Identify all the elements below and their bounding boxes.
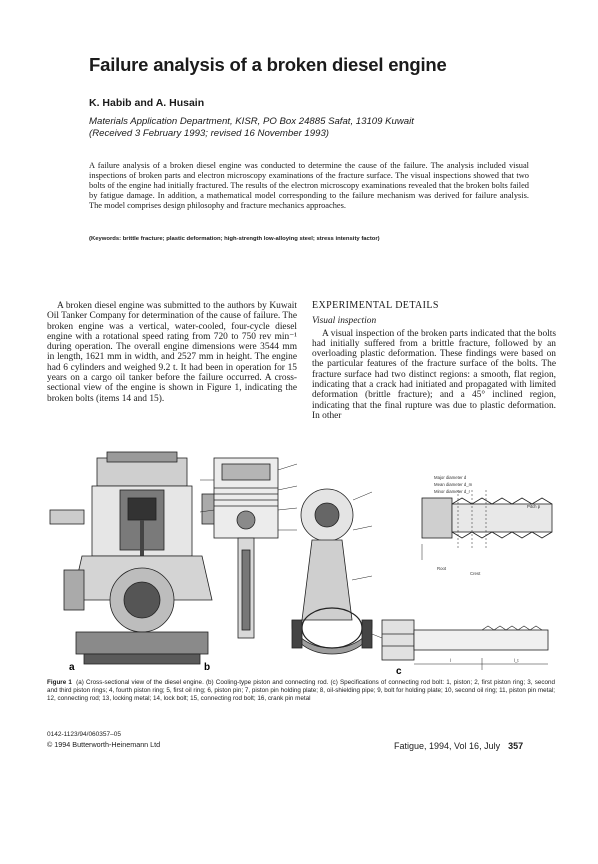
piston-rod-drawing (200, 458, 297, 638)
bolt-thread-drawing (422, 490, 552, 560)
panel-label-b: b (204, 662, 211, 673)
bolt-elevation-drawing (382, 620, 548, 670)
panel-label-a: a (69, 662, 75, 673)
received-dates: (Received 3 February 1993; revised 16 November 1993) (89, 127, 329, 139)
figure-drawing (42, 450, 562, 678)
paper-title: Failure analysis of a broken diesel engine (89, 54, 447, 75)
ann-major: Major diameter d (434, 475, 467, 480)
affiliation-block (89, 116, 529, 139)
ann-lt: l_t (514, 658, 519, 663)
intro-column (47, 301, 297, 404)
keywords: (Keywords: brittle fracture; plastic deformation; high-strength low-alloying steel; stress intensity factor) (89, 236, 380, 242)
issn: 0142-1123/94/060357–05 (47, 731, 121, 738)
subsection-heading: Visual inspection (312, 316, 377, 327)
caption-text: (a) Cross-sectional view of the diesel engine. (b) Cooling-type piston and connecting rod. (c) Specifications of connecting rod bolt: 1, piston; 2, first piston ring; 3, second and third piston rings; 4, fourth piston ring; 5, first oil ring; 6, piston pin; 7, piston pin holding plate; 8, oil-shielding pipe; 9, bolt for holding plate; 10, second oil ring; 11, piston pin metal; 12, connecting rod; 13, locking metal; 14, lock bolt; 15, connecting rod bolt; 16, crank pin metal (47, 679, 555, 702)
journal-citation: Fatigue, 1994, Vol 16, July (394, 741, 501, 751)
copyright: © 1994 Butterworth-Heinemann Ltd (47, 740, 161, 749)
caption-label: Figure 1 (47, 679, 72, 686)
ann-mean: Mean diameter d_m (434, 482, 473, 487)
authors: K. Habib and A. Husain (89, 97, 205, 109)
section-heading: EXPERIMENTAL DETAILS (312, 300, 439, 311)
engine-cross-section-drawing (50, 452, 216, 664)
right-column (312, 301, 556, 421)
figure-caption (47, 679, 555, 703)
section-paragraph: A visual inspection of the broken parts indicated that the bolts had initially suffered from a brittle fracture, followed by an overloading plastic deformation. These findings were based on the particular features of the fracture surface of the bolts. The fracture surface had two distinct regions: a smooth, flat region, indicating that a crack had initiated and propagated with limited deformation (brittle fracture); and a 45° inclined region, indicating that the final rupture was due to plastic deformation. In other (312, 328, 556, 421)
ann-root: Root (437, 566, 447, 571)
panel-label-c: c (396, 666, 402, 677)
figure-1 (42, 450, 562, 678)
ann-crest: Crest (470, 571, 481, 576)
ann-l: l (450, 658, 451, 663)
ann-minor: Minor diameter d_r (434, 489, 471, 494)
page-number: 357 (508, 741, 524, 751)
abstract: A failure analysis of a broken diesel engine was conducted to determine the cause of the failure. The analysis included visual inspections of broken parts and electron microscopy examinations of the fracture surface. The visual inspections showed that two bolts of the engine had initially fractured. The results of the electron microscopy examinations revealed that the broken bolts failed by fatigue damage. In addition, a mathematical model corresponding to the failure mechanism was derived for failure analysis. The model comprises design philosophy and fracture mechanics approaches. (89, 161, 529, 210)
connecting-rod-drawing (292, 489, 387, 654)
journal-footer (394, 741, 523, 751)
ann-pitch: Pitch p (527, 504, 541, 509)
affiliation: Materials Application Department, KISR, PO Box 24885 Safat, 13109 Kuwait (89, 116, 414, 127)
intro-paragraph: A broken diesel engine was submitted to the authors by Kuwait Oil Tanker Company for determination of the cause of failure. The broken engine was a vertical, water-cooled, four-cycle diesel engine with a rotational speed rating from 720 to 750 rev min⁻¹ during operation. The overall engine dimensions were 3544 mm in length, 1621 mm in width, and 2527 mm in height. The engine had 6 cylinders and weighed 9.2 t. It had been in operation for 15 years on a cargo oil tanker before the failure occurred. A cross-sectional view of the engine is shown in Figure 1, indicating the broken bolts (items 14 and 15). (47, 301, 297, 404)
